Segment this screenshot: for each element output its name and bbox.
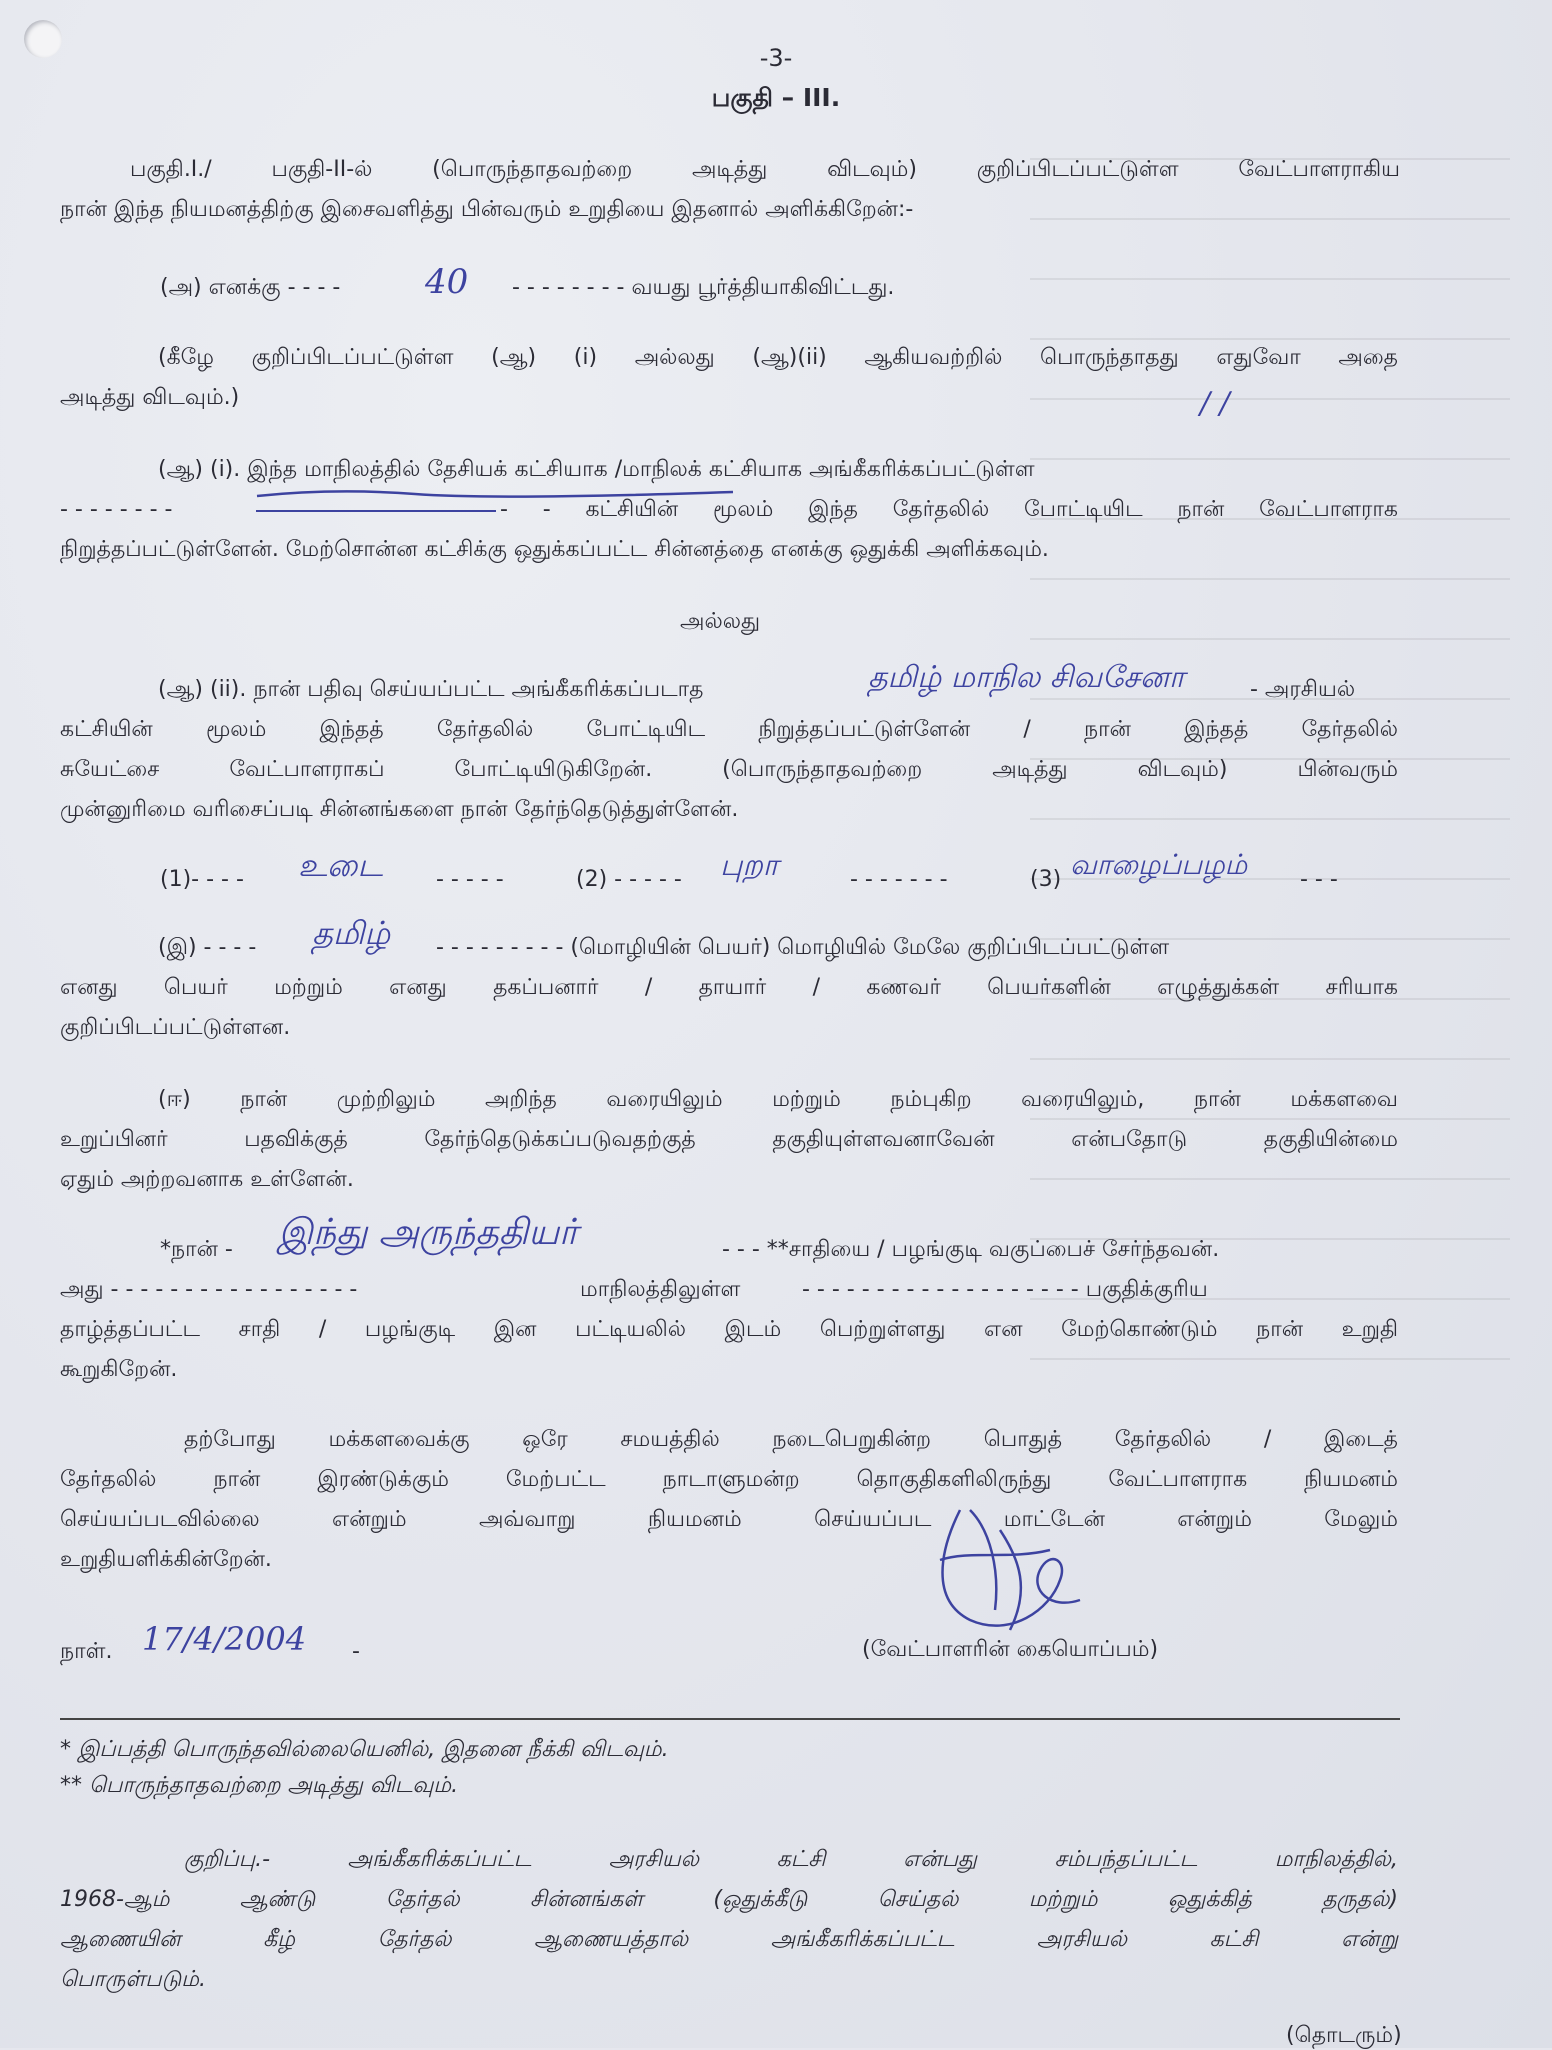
language-prefix: (இ) - - - - (158, 935, 257, 960)
symbol-3-label: (3) (1030, 867, 1062, 892)
option-ii-line-1-suffix: - அரசியல் (1250, 677, 1356, 702)
age-prefix: (அ) எனக்கு - - - - (160, 275, 341, 300)
intro-line-2: நான் இந்த நியமனத்திற்கு இசைவளித்து பின்வரும் உறுதியை இதனால் அளிக்கிறேன்:- (60, 197, 914, 222)
footnote-rule (60, 1718, 1400, 1720)
option-i-line-2: - - கட்சியின் மூலம் இந்த தேர்தலில் போட்டியிட நான் வேட்பாளராக (500, 497, 1398, 522)
strike-note-line-1: (கீழே குறிப்பிடப்பட்டுள்ள (ஆ) (i) அல்லது (ஆ)(ii) ஆகியவற்றில் பொருந்தாதது எதுவோ அதை (158, 345, 1398, 370)
option-i-line-1: (ஆ) (i). இந்த மாநிலத்தில் தேசியக் கட்சியாக /மாநிலக் கட்சியாக அங்கீகரிக்கப்பட்டுள்ள (158, 457, 1035, 482)
strike-note-line-2: அடித்து விடவும்.) (60, 385, 240, 410)
party-name: தமிழ் மாநில சிவசேனா (868, 660, 1185, 695)
declaration-line-1: தற்போது மக்களவைக்கு ஒரே சமயத்தில் நடைபெறுகின்ற பொதுத் தேர்தலில் / இடைத் (184, 1427, 1398, 1452)
age-value: 40 (425, 262, 469, 302)
page-number: -3- (759, 44, 793, 72)
symbol-1-value: உடை (298, 846, 383, 884)
option-ii-line-4: முன்னுரிமை வரிசைப்படி சின்னங்களை நான் தேர்ந்தெடுத்துள்ளேன். (60, 797, 739, 822)
symbol-1-dashes: - - - - - (436, 867, 504, 892)
declaration-line-4: உறுதியளிக்கின்றேன். (60, 1547, 272, 1572)
remark-line-4: பொருள்படும். (60, 1967, 206, 1992)
date-label: நாள். (60, 1639, 113, 1664)
language-line-2: எனது பெயர் மற்றும் எனது தகப்பனார் / தாயார் / கணவர் பெயர்களின் எழுத்துக்கள் சரியாக (60, 975, 1398, 1000)
option-ii-line-3: சுயேட்சை வேட்பாளராகப் போட்டியிடுகிறேன். (பொருந்தாதவற்றை அடித்து விடவும்) பின்வரும் (60, 757, 1398, 782)
qualify-line-1: (ஈ) நான் முற்றிலும் அறிந்த வரையிலும் மற்றும் நம்புகிற வரையிலும், நான் மக்களவை (158, 1087, 1398, 1112)
strike-mark: / / (1200, 386, 1230, 421)
caste-line-2-dashes: அது - - - - - - - - - - - - - - - - - (60, 1277, 358, 1302)
option-i-dashes: - - - - - - - - (60, 497, 173, 522)
option-ii-line-1-prefix: (ஆ) (ii). நான் பதிவு செய்யப்பட்ட அங்கீகரிக்கப்படாத (158, 677, 704, 702)
language-line-3: குறிப்பிடப்பட்டுள்ளன. (60, 1015, 291, 1040)
caste-value: இந்து அருந்ததியர் (278, 1212, 578, 1253)
remark-line-3: ஆணையின் கீழ் தேர்தல் ஆணையத்தால் அங்கீகரிக்கப்பட்ட அரசியல் கட்சி என்று (60, 1927, 1398, 1952)
date-suffix: - (352, 1639, 360, 1664)
option-ii-line-2: கட்சியின் மூலம் இந்தத் தேர்தலில் போட்டியிட நிறுத்தப்பட்டுள்ளேன் / நான் இந்தத் தேர்தலில் (60, 717, 1398, 742)
caste-suffix: - - - **சாதியை / பழங்குடி வகுப்பைச் சேர்ந்தவன். (722, 1237, 1220, 1262)
symbol-3-dashes: - - - (1300, 867, 1338, 892)
caste-line-2-state: மாநிலத்திலுள்ள (580, 1277, 741, 1302)
part-title: பகுதி – III. (711, 83, 841, 112)
continued-label: (தொடரும்) (1286, 2023, 1402, 2048)
option-i-handwritten-line (256, 510, 496, 512)
candidate-signature (900, 1490, 1110, 1640)
age-suffix: - - - - - - - - வயது பூர்த்தியாகிவிட்டது. (512, 275, 895, 300)
symbol-2-label: (2) - - - - - (576, 867, 682, 892)
footnote-2: ** பொருந்தாதவற்றை அடித்து விடவும். (60, 1773, 459, 1798)
declaration-line-3: செய்யப்படவில்லை என்றும் அவ்வாறு நியமனம் செய்யப்பட மாட்டேன் என்றும் மேலும் (60, 1507, 1398, 1532)
caste-prefix: *நான் - (160, 1237, 233, 1262)
symbol-1-label: (1)- - - - (160, 867, 244, 892)
date-value: 17/4/2004 (142, 1620, 307, 1658)
intro-line-1: பகுதி.I./ பகுதி-II-ல் (பொருந்தாதவற்றை அடித்து விடவும்) குறிப்பிடப்பட்டுள்ள வேட்பாளராகிய (130, 157, 1400, 182)
symbol-2-dashes: - - - - - - - (850, 867, 948, 892)
qualify-line-2: உறுப்பினர் பதவிக்குத் தேர்ந்தெடுக்கப்படுவதற்குத் தகுதியுள்ளவனாவேன் என்பதோடு தகுதியின்மை (60, 1127, 1398, 1152)
remark-line-2: 1968-ஆம் ஆண்டு தேர்தல் சின்னங்கள் (ஒதுக்கீடு செய்தல் மற்றும் ஒதுக்கித் தருதல்) (60, 1887, 1398, 1912)
caste-line-4: கூறுகிறேன். (60, 1357, 178, 1382)
symbol-2-value: புறா (720, 848, 779, 883)
footnote-1: * இப்பத்தி பொருந்தவில்லையெனில், இதனை நீக்கி விடவும். (60, 1737, 669, 1762)
qualify-line-3: ஏதும் அற்றவனாக உள்ளேன். (60, 1167, 354, 1192)
signature-caption: (வேட்பாளரின் கையொப்பம்) (862, 1637, 1159, 1662)
or-label: அல்லது (680, 609, 761, 634)
remark-line-1: குறிப்பு.- அங்கீகரிக்கப்பட்ட அரசியல் கட்சி என்பது சம்பந்தப்பட்ட மாநிலத்தில், (184, 1847, 1398, 1872)
symbol-3-value: வாழைப்பழம் (1070, 848, 1248, 881)
declaration-line-2: தேர்தலில் நான் இரண்டுக்கும் மேற்பட்ட நாடாளுமன்ற தொகுதிகளிலிருந்து வேட்பாளராக நியமனம் (60, 1467, 1398, 1492)
option-i-line-3: நிறுத்தப்பட்டுள்ளேன். மேற்சொன்ன கட்சிக்கு ஒதுக்கப்பட்ட சின்னத்தை எனக்கு ஒதுக்கி அளிக்கவும். (60, 537, 1049, 562)
caste-line-2-region: - - - - - - - - - - - - - - - - - - - பகுதிக்குரிய (802, 1277, 1208, 1302)
language-suffix: - - - - - - - - - (மொழியின் பெயர்) மொழியில் மேலே குறிப்பிடப்பட்டுள்ள (436, 935, 1170, 960)
caste-line-3: தாழ்த்தப்பட்ட சாதி / பழங்குடி இன பட்டியலில் இடம் பெற்றுள்ளது என மேற்கொண்டும் நான் உறுதி (60, 1317, 1398, 1342)
language-value: தமிழ் (312, 914, 391, 952)
